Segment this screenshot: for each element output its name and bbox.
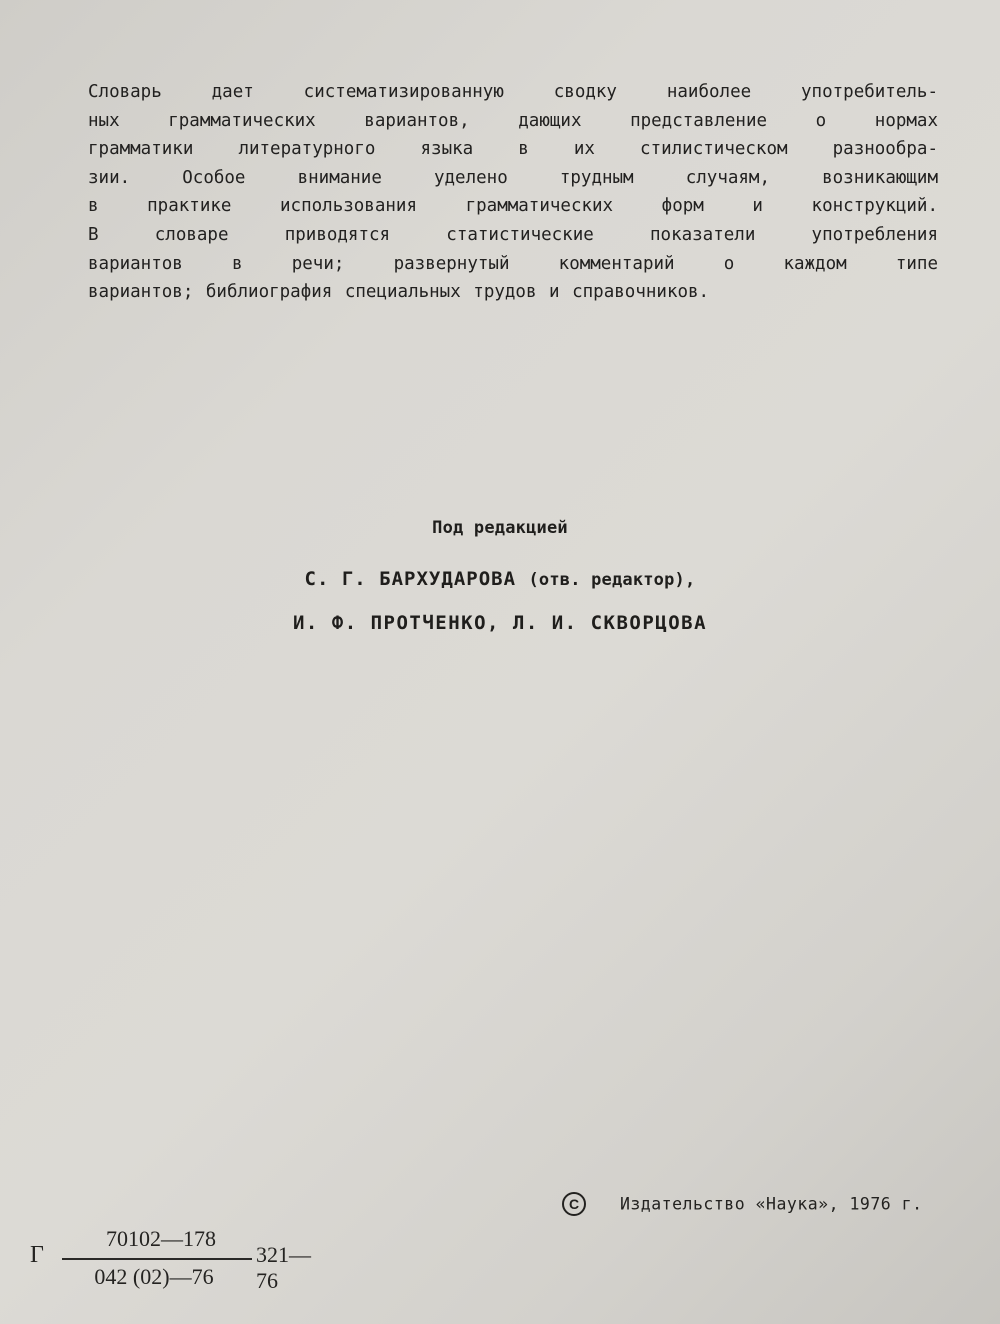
abstract-paragraph xyxy=(88,78,938,307)
abstract-line: зии. Особое внимание уделено трудным случаям, возникающим xyxy=(88,167,938,188)
chief-editor-name: С. Г. БАРХУДАРОВА xyxy=(304,568,517,590)
copyright-text: Издательство «Наука», 1976 г. xyxy=(619,1194,923,1214)
index-numerator: 70102—178 xyxy=(106,1226,216,1251)
copyright-icon: C xyxy=(562,1192,586,1216)
index-denominator: 042 (02)—76 xyxy=(94,1264,214,1289)
abstract-line: вариантов; библиография специальных трудов и справочников. xyxy=(88,282,710,303)
chief-editor-note: (отв. редактор), xyxy=(528,570,696,590)
abstract-line: вариантов в речи; развернутый комментарий о каждом типе xyxy=(88,253,938,274)
abstract-line: в практике использования грамматических форм и конструкций. xyxy=(88,196,938,217)
index-suffix: 321—76 xyxy=(256,1242,311,1293)
abstract-line: ных грамматических вариантов, дающих представление о нормах xyxy=(88,110,938,131)
publication-index-code xyxy=(30,1224,330,1304)
index-letter: Г xyxy=(30,1242,44,1268)
abstract-line: В словаре приводятся статистические показатели употребления xyxy=(88,224,938,245)
co-editors-line: И. Ф. ПРОТЧЕНКО, Л. И. СКВОРЦОВА xyxy=(292,612,708,634)
copyright-line xyxy=(562,1192,923,1216)
fraction-bar xyxy=(62,1258,252,1260)
editors-heading: Под редакцией xyxy=(432,518,568,538)
abstract-line: Словарь дает систематизированную сводку наиболее употребитель- xyxy=(88,82,938,102)
chief-editor-line xyxy=(0,568,1000,590)
abstract-line: грамматики литературного языка в их стилистическом разнообра- xyxy=(88,139,938,160)
